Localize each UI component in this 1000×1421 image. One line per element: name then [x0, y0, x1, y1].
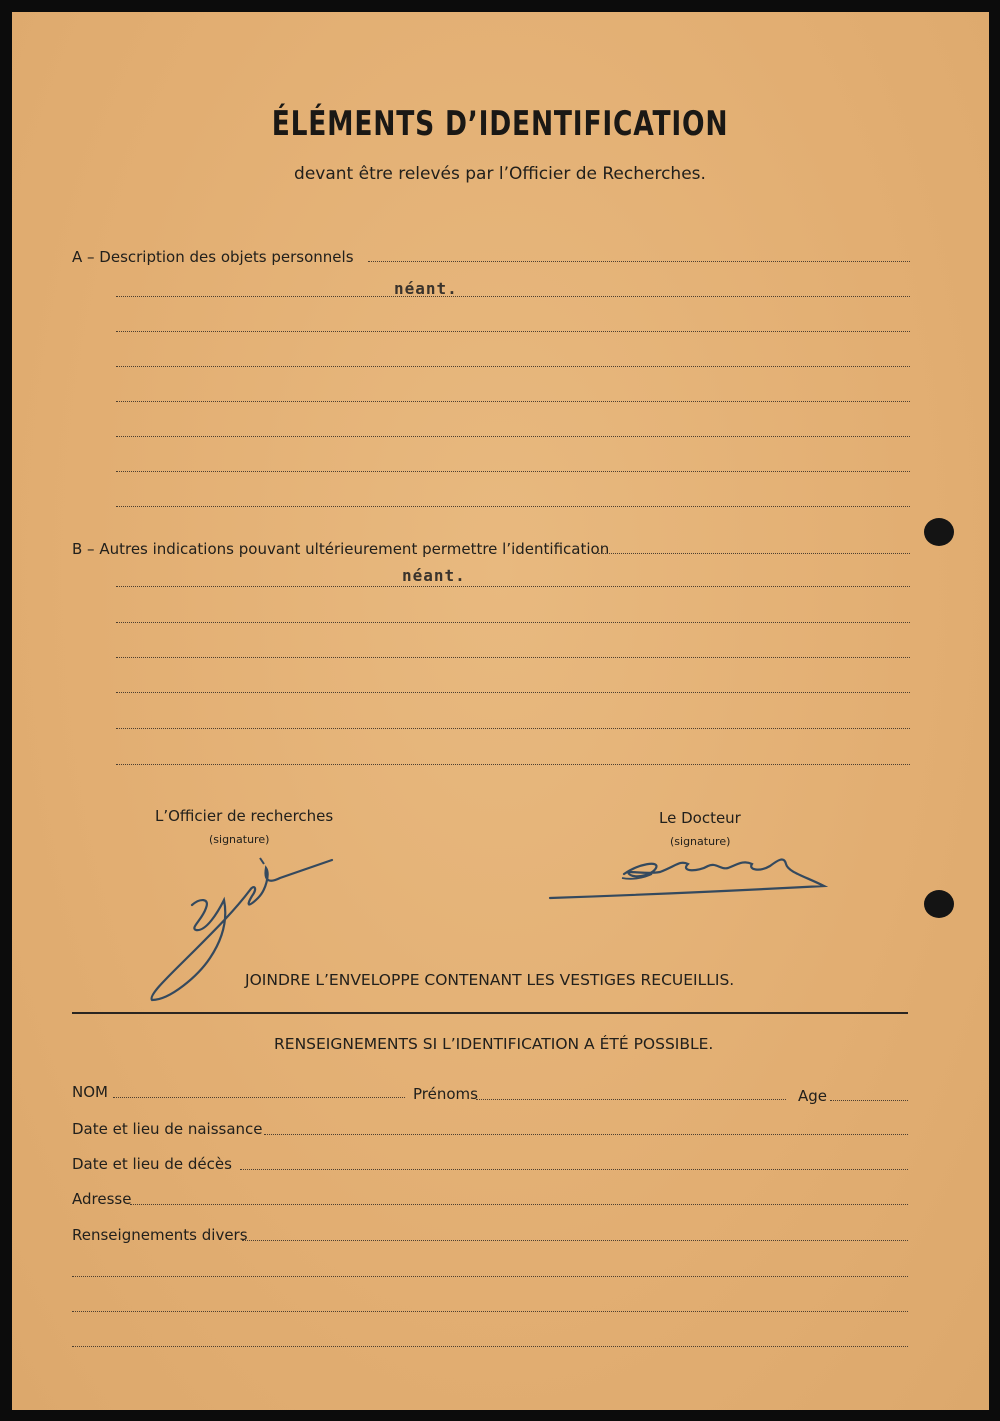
misc-field[interactable]	[242, 1240, 908, 1241]
misc-field[interactable]	[72, 1311, 908, 1312]
section-b-line	[598, 553, 910, 554]
officer-label: L’Officier de recherches	[155, 807, 334, 825]
misc-field[interactable]	[72, 1346, 908, 1347]
section-b-line	[116, 657, 910, 658]
doctor-signature-caption: (signature)	[670, 835, 731, 848]
section-a-line	[368, 261, 910, 262]
section-a-value: néant.	[394, 279, 458, 298]
section-b-value: néant.	[402, 566, 466, 585]
section-b-label: B – Autres indications pouvant ultérieurement permettre l’identification	[72, 540, 610, 558]
nom-label: NOM	[72, 1083, 108, 1101]
section-a-line	[116, 506, 910, 507]
address-field[interactable]	[130, 1204, 908, 1205]
death-field[interactable]	[240, 1169, 908, 1170]
prenoms-field[interactable]	[476, 1099, 786, 1100]
section-a-line	[116, 366, 910, 367]
section-a-label: A – Description des objets personnels	[72, 248, 354, 266]
section-a-line	[116, 401, 910, 402]
misc-field[interactable]	[72, 1276, 908, 1277]
identification-heading: RENSEIGNEMENTS SI L’IDENTIFICATION A ÉTÉ POSSIBLE.	[274, 1035, 714, 1053]
punch-hole-lower	[924, 890, 954, 918]
age-label: Age	[798, 1087, 828, 1105]
form-subtitle: devant être relevés par l’Officier de Recherches.	[294, 164, 706, 184]
address-label: Adresse	[72, 1190, 132, 1208]
doctor-signature	[548, 850, 833, 905]
section-a-line	[116, 296, 910, 297]
punch-hole-upper	[924, 518, 954, 546]
section-b-line	[116, 586, 910, 587]
doctor-label: Le Docteur	[659, 809, 741, 827]
section-b-line	[116, 728, 910, 729]
prenoms-label: Prénoms	[413, 1085, 478, 1103]
officer-signature-caption: (signature)	[209, 833, 270, 846]
birth-field[interactable]	[264, 1134, 908, 1135]
section-a-line	[116, 331, 910, 332]
section-divider	[72, 1012, 908, 1014]
death-label: Date et lieu de décès	[72, 1155, 232, 1173]
envelope-instruction: JOINDRE L’ENVELOPPE CONTENANT LES VESTIGES RECUEILLIS.	[245, 971, 735, 989]
section-b-line	[116, 764, 910, 765]
nom-field[interactable]	[113, 1097, 405, 1098]
form-sheet	[12, 12, 989, 1410]
birth-label: Date et lieu de naissance	[72, 1120, 263, 1138]
misc-label: Renseignements divers	[72, 1226, 248, 1244]
section-a-line	[116, 471, 910, 472]
age-field[interactable]	[830, 1100, 908, 1101]
section-b-line	[116, 692, 910, 693]
section-a-line	[116, 436, 910, 437]
form-title: ÉLÉMENTS D’IDENTIFICATION	[271, 104, 729, 144]
section-b-line	[116, 622, 910, 623]
